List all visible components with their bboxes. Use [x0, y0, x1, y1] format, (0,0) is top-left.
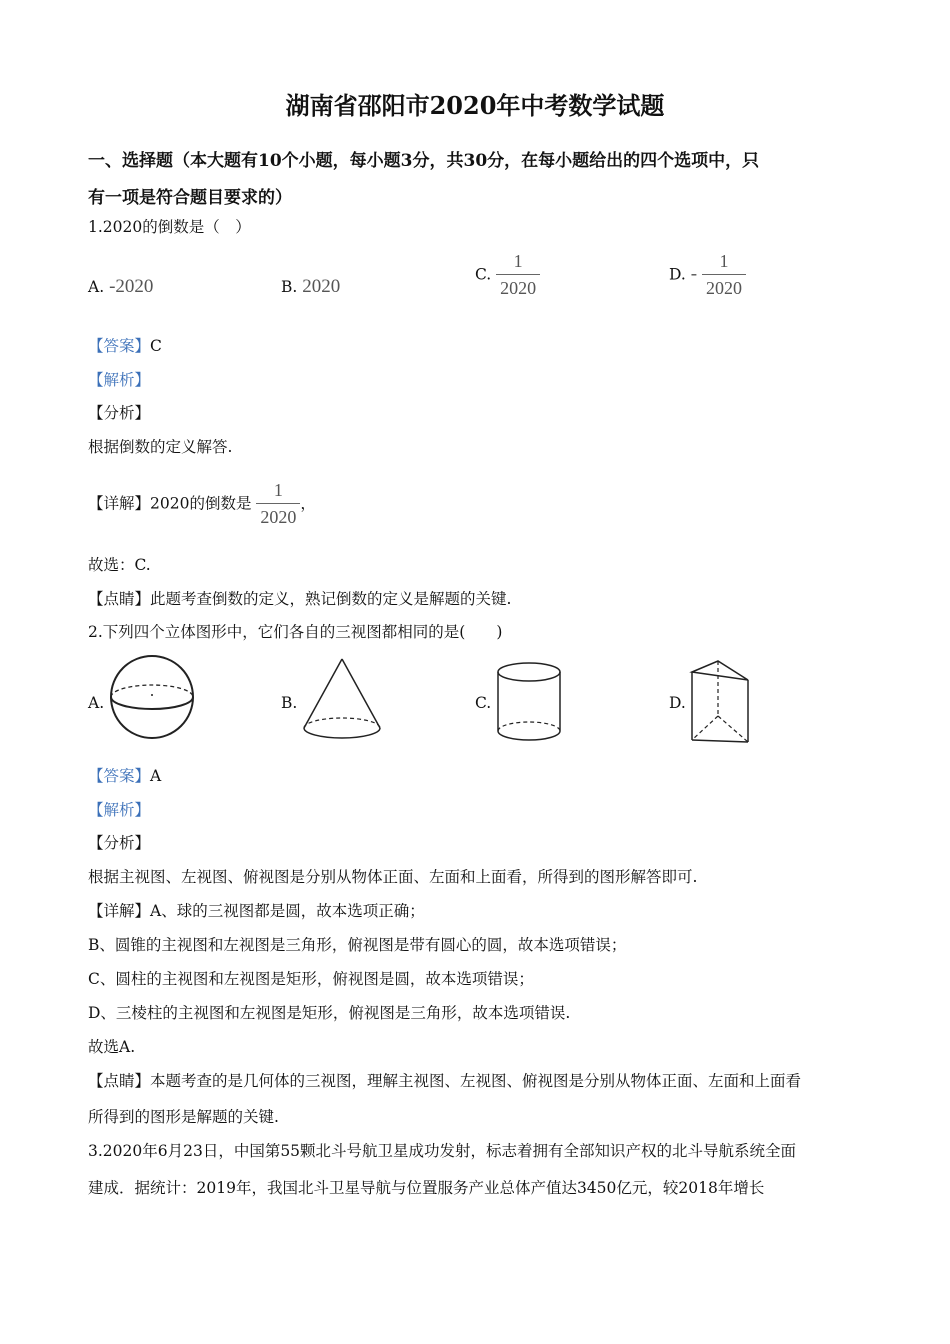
q1-option-d-sign: -: [690, 263, 698, 285]
detail-tag: 【详解】: [88, 902, 151, 920]
q1-detail: [88, 479, 316, 528]
q3-line1: 3.2020年6月23日，中国第55颗北斗号航卫星成功发射，标志着拥有全部知识产权的北斗导航系统全面: [88, 1142, 797, 1160]
q2-fenxi: 根据主视图、左视图、俯视图是分别从物体正面、左面和上面看，所得到的图形解答即可.: [88, 868, 698, 886]
q2-choose: 故选A.: [88, 1038, 136, 1056]
q1-option-d-numerator: 1: [719, 251, 729, 271]
fraction-bar: [256, 503, 300, 504]
q2-option-c-label[interactable]: C.: [475, 694, 492, 712]
cone-figure: [300, 656, 384, 742]
q1-detail-suffix: ，: [300, 494, 316, 513]
q2-detail-a-text: A、球的三视图都是圆，故本选项正确；: [150, 902, 425, 920]
q1-option-d-denominator: 2020: [706, 278, 743, 298]
page-title: 湖南省邵阳市2020年中考数学试题: [285, 91, 665, 120]
q1-option-c-label: C.: [475, 265, 492, 284]
q1-fenxi-tag: 【分析】: [88, 404, 151, 422]
fraction-bar: [496, 274, 540, 275]
q1-comment: [88, 589, 511, 609]
q2-option-d-label[interactable]: D.: [669, 694, 686, 712]
q1-option-b[interactable]: [281, 276, 340, 298]
q1-option-d[interactable]: [669, 250, 746, 299]
q1-choose: 故选：C.: [88, 556, 151, 574]
q1-answer-value: C: [150, 337, 162, 355]
q1-option-b-value: 2020: [302, 276, 341, 297]
q1-option-a-label: A.: [88, 278, 105, 296]
q2-stem: 2.下列四个立体图形中，它们各自的三视图都相同的是( ): [88, 623, 503, 641]
q1-option-c-numerator: 1: [513, 251, 523, 271]
q1-detail-numerator: 1: [273, 480, 283, 500]
q2-detail-b: B、圆锥的主视图和左视图是三角形，俯视图是带有圆心的圆，故本选项错误；: [88, 936, 627, 954]
q1-comment-text: 此题考查倒数的定义，熟记倒数的定义是解题的关键.: [150, 590, 512, 608]
q1-fenxi: 根据倒数的定义解答.: [88, 438, 233, 456]
q1-option-d-label: D.: [669, 265, 686, 284]
q2-detail-c: C、圆柱的主视图和左视图是矩形，俯视图是圆，故本选项错误；: [88, 970, 534, 988]
q2-analysis-tag: 【解析】: [88, 801, 151, 819]
q2-answer: [88, 766, 161, 786]
q2-option-a-label[interactable]: A.: [88, 694, 105, 712]
comment-tag: 【点睛】: [88, 1072, 151, 1090]
q2-fenxi-tag: 【分析】: [88, 834, 151, 852]
q1-analysis-tag: 【解析】: [88, 371, 151, 389]
q1-detail-denominator: 2020: [260, 507, 297, 527]
section-heading-line1: 一、选择题（本大题有10个小题，每小题3分，共30分，在每小题给出的四个选项中，只: [88, 151, 760, 171]
q2-option-b-label[interactable]: B.: [281, 694, 298, 712]
comment-tag: 【点睛】: [88, 590, 151, 608]
q1-stem: 1.2020的倒数是（ ）: [88, 218, 251, 236]
q1-option-d-fraction: [702, 250, 746, 299]
q1-detail-fraction: [256, 479, 300, 528]
q1-option-c-fraction: [496, 250, 540, 299]
answer-tag: 【答案】: [88, 767, 151, 785]
q1-option-a[interactable]: [88, 276, 153, 298]
q1-detail-prefix: 2020的倒数是: [150, 494, 252, 513]
q1-answer: [88, 336, 162, 356]
cylinder-figure: [494, 660, 564, 744]
detail-tag: 【详解】: [88, 494, 151, 513]
q2-detail-a: [88, 901, 425, 921]
sphere-figure: [108, 655, 196, 739]
section-heading-line2: 有一项是符合题目要求的）: [88, 188, 292, 208]
q1-option-c-denominator: 2020: [500, 278, 537, 298]
q2-detail-d: D、三棱柱的主视图和左视图是矩形，俯视图是三角形，故本选项错误.: [88, 1004, 571, 1022]
q1-option-a-value: 2020: [115, 276, 154, 297]
triangular-prism-figure: [688, 658, 754, 746]
q1-option-b-label: B.: [281, 278, 298, 296]
q3-line2: 建成．据统计：2019年，我国北斗卫星导航与位置服务产业总体产值达3450亿元，较2018年增长: [88, 1179, 765, 1197]
answer-tag: 【答案】: [88, 337, 151, 355]
q1-option-a-sign: -: [109, 276, 116, 297]
fraction-bar: [702, 274, 746, 275]
q2-comment-text: 本题考查的是几何体的三视图，理解主视图、左视图、俯视图是分别从物体正面、左面和上面看: [150, 1072, 802, 1090]
q2-comment-line1: [88, 1071, 801, 1091]
q2-comment-line2: 所得到的图形是解题的关键.: [88, 1108, 279, 1126]
q2-answer-value: A: [150, 767, 162, 785]
q1-option-c[interactable]: [475, 250, 540, 299]
